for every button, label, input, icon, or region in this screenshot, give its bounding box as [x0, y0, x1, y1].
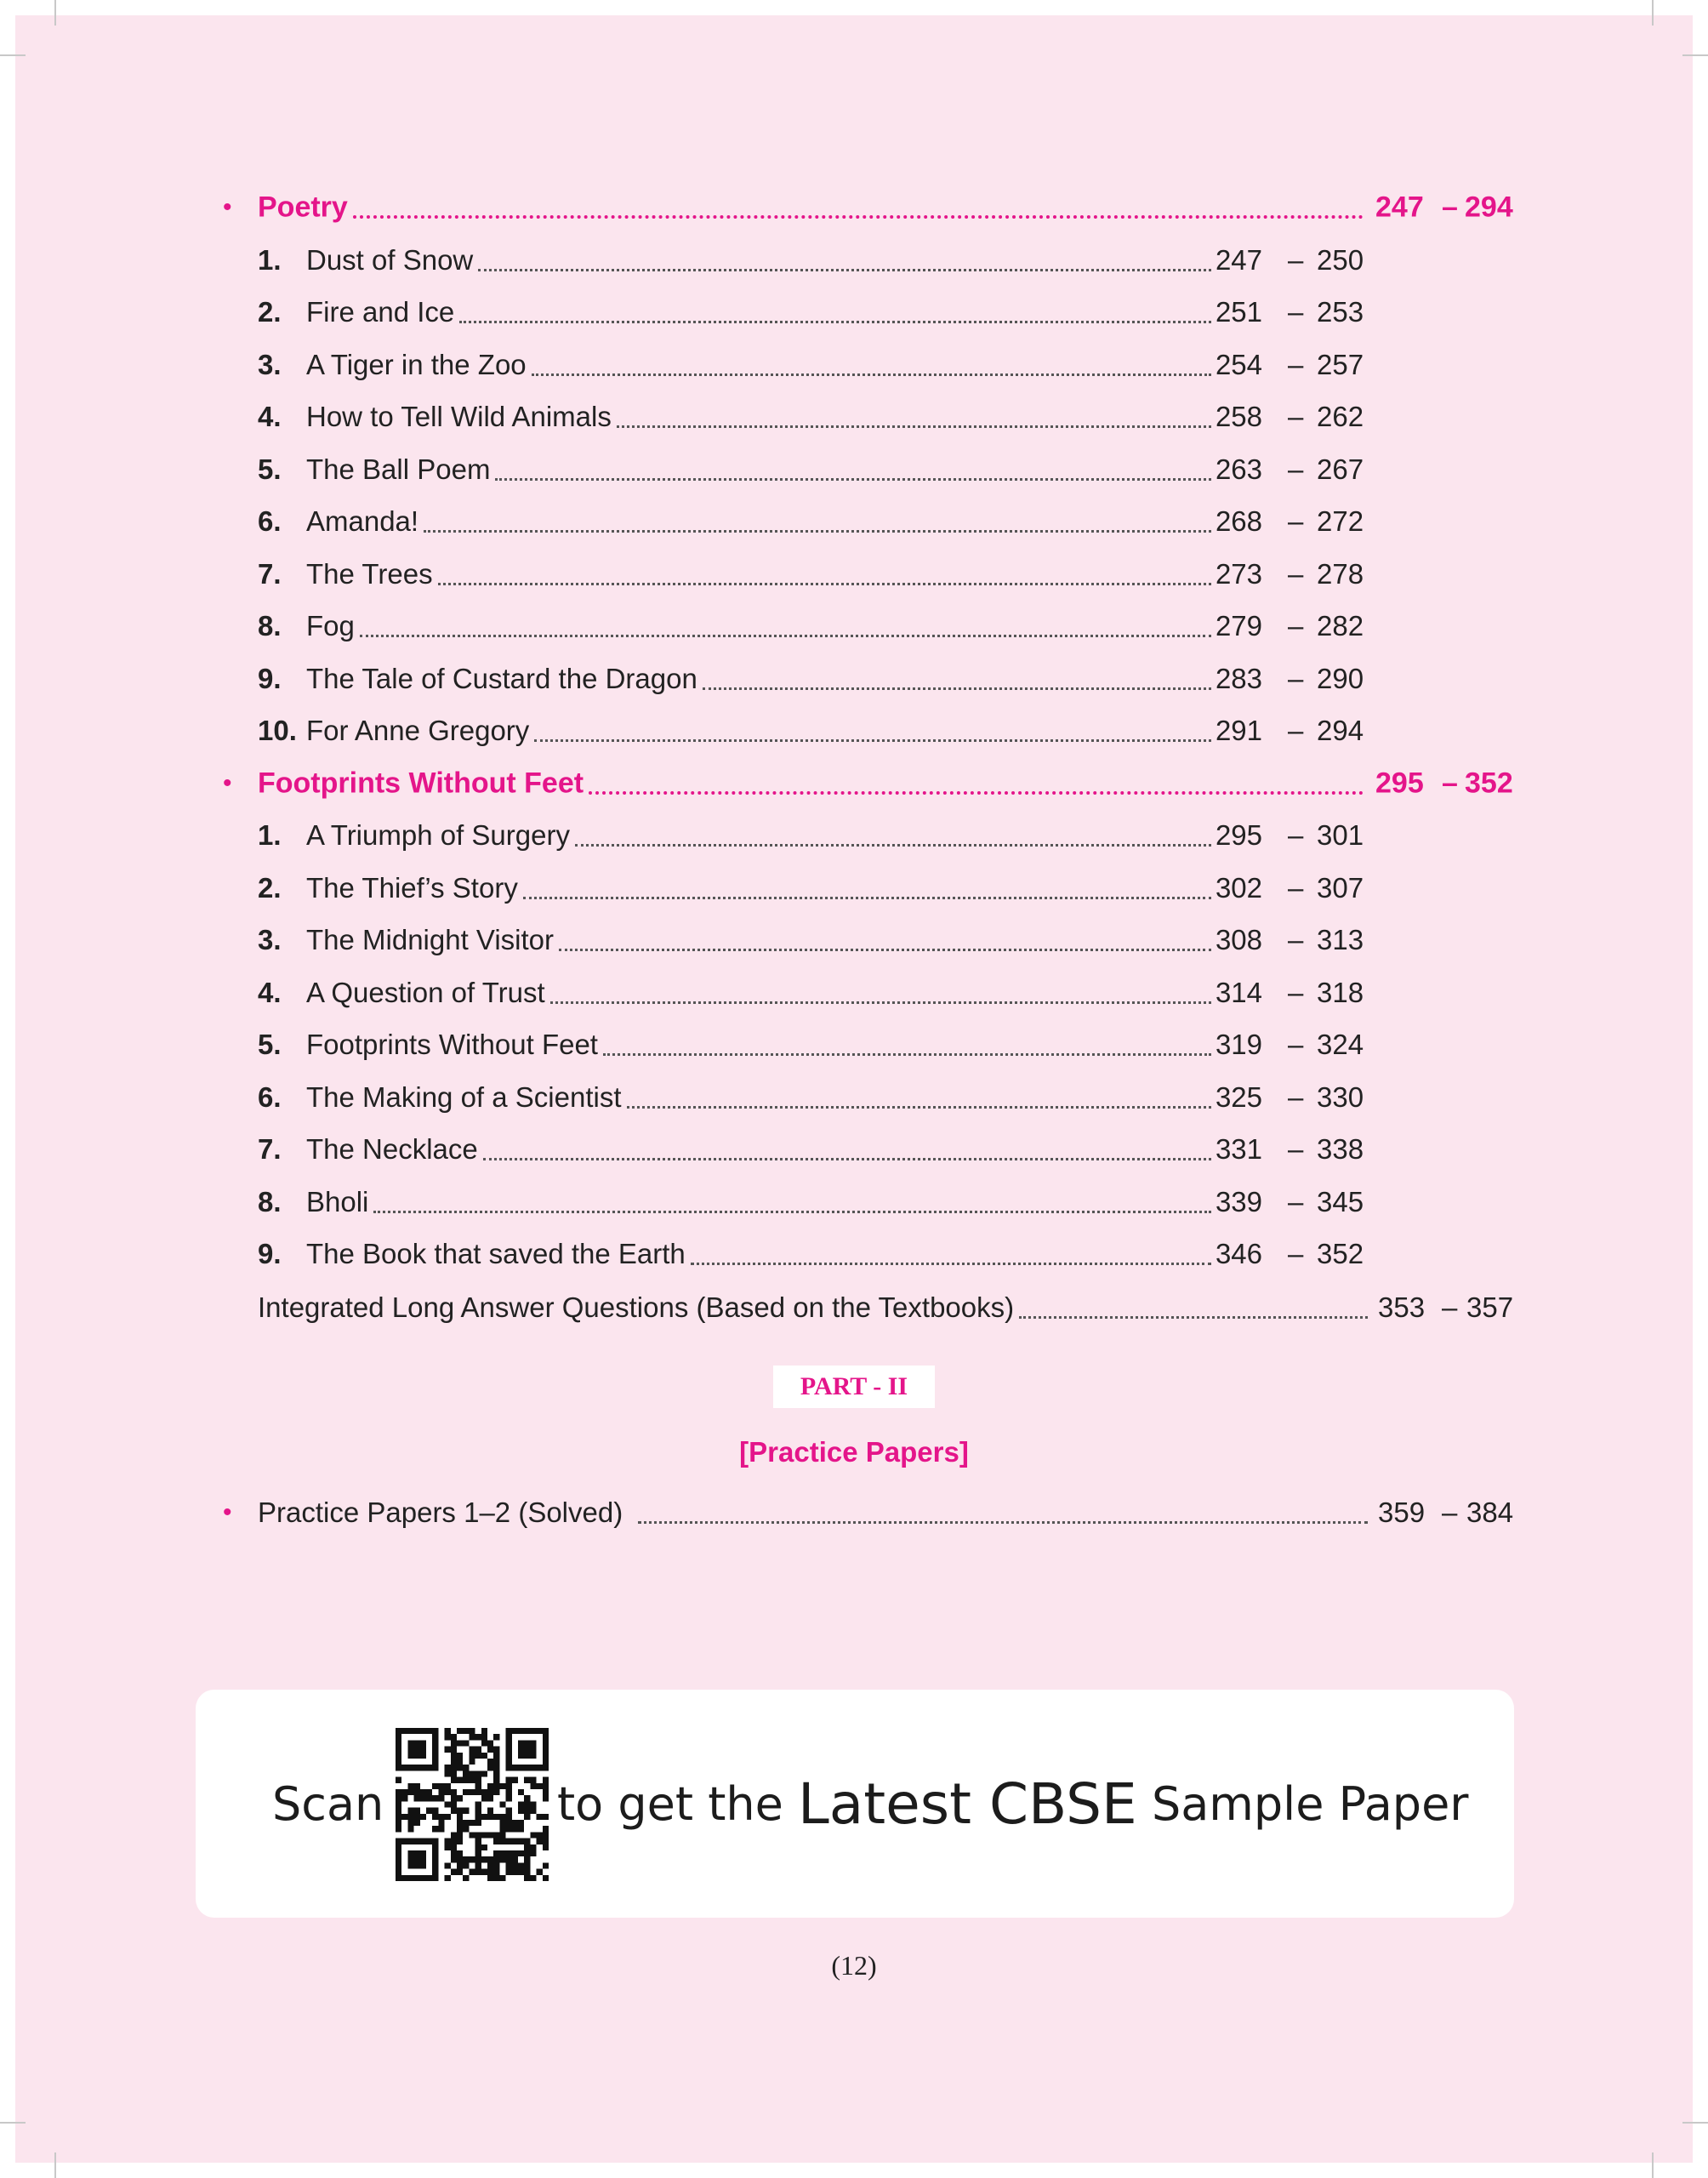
crop-mark — [1652, 2152, 1654, 2178]
entry-number: 9. — [258, 662, 282, 694]
toc-entry[interactable] — [0, 967, 1708, 1018]
dot-leader — [589, 791, 1364, 795]
entry-page-dash: – — [1288, 505, 1304, 537]
entry-number: 6. — [258, 1080, 282, 1113]
entry-page-end: 357 — [1466, 1291, 1514, 1323]
section-page-start: 247 — [1375, 191, 1424, 224]
entry-title: A Question of Trust — [306, 976, 545, 1008]
entry-page-start: 308 — [1215, 924, 1262, 955]
entry-page-end: 257 — [1317, 348, 1364, 380]
entry-title: The Book that saved the Earth — [306, 1238, 686, 1269]
toc-entry[interactable] — [0, 653, 1708, 704]
crop-mark — [54, 2152, 56, 2178]
section-page-dash: – — [1442, 191, 1458, 224]
toc-entry[interactable] — [0, 1177, 1708, 1228]
entry-page-end: 307 — [1317, 871, 1364, 904]
entry-title: A Triumph of Surgery — [306, 819, 570, 851]
section-page-end: 352 — [1465, 767, 1513, 799]
entry-page-start: 263 — [1215, 453, 1262, 485]
section-page-start: 295 — [1375, 767, 1424, 799]
toc-entry[interactable] — [0, 810, 1708, 861]
dot-leader — [603, 1053, 1211, 1056]
entry-page-start: 314 — [1215, 976, 1262, 1008]
entry-title: Practice Papers 1–2 (Solved) — [258, 1497, 623, 1528]
entry-number: 8. — [258, 1185, 282, 1217]
banner-highlight: Latest CBSE — [798, 1770, 1137, 1837]
entry-page-dash: – — [1288, 453, 1304, 485]
entry-title: The Trees — [306, 557, 433, 590]
dot-leader — [353, 215, 1364, 219]
entry-page-dash: – — [1288, 715, 1304, 746]
toc-entry[interactable] — [0, 496, 1708, 547]
crop-mark — [1682, 2122, 1708, 2124]
entry-page-end: 278 — [1317, 557, 1364, 590]
entry-page-end: 290 — [1317, 662, 1364, 694]
toc-entry[interactable] — [0, 1072, 1708, 1123]
entry-page-end: 294 — [1317, 715, 1364, 746]
entry-page-start: 353 — [1378, 1291, 1426, 1323]
toc-entry[interactable] — [0, 1124, 1708, 1175]
entry-page-dash: – — [1288, 557, 1304, 590]
toc-entry[interactable] — [0, 339, 1708, 391]
crop-mark — [1682, 54, 1708, 56]
section-title: Poetry — [258, 191, 348, 224]
entry-page-end: 345 — [1317, 1185, 1364, 1217]
dot-leader — [703, 687, 1211, 690]
entry-title: A Tiger in the Zoo — [306, 348, 527, 380]
dot-leader — [360, 635, 1211, 637]
entry-title: The Tale of Custard the Dragon — [306, 662, 697, 694]
entry-number: 7. — [258, 1133, 282, 1165]
entry-page-start: 283 — [1215, 662, 1262, 694]
toc-entry[interactable] — [0, 863, 1708, 914]
entry-page-end: 262 — [1317, 401, 1364, 432]
entry-page-end: 318 — [1317, 976, 1364, 1008]
qr-code-icon[interactable] — [396, 1728, 549, 1881]
dot-leader — [424, 530, 1211, 533]
section-page-dash: – — [1442, 767, 1458, 799]
part-label: PART - II — [773, 1366, 935, 1408]
toc-entry[interactable] — [0, 601, 1708, 652]
entry-number: 5. — [258, 453, 282, 485]
entry-page-start: 247 — [1215, 243, 1262, 276]
practice-papers-heading: [Practice Papers] — [739, 1436, 969, 1468]
entry-page-end: 282 — [1317, 610, 1364, 641]
entry-page-end: 330 — [1317, 1080, 1364, 1113]
entry-page-end: 267 — [1317, 453, 1364, 485]
entry-number: 9. — [258, 1238, 282, 1269]
entry-page-dash: – — [1288, 1185, 1304, 1217]
entry-title: Integrated Long Answer Questions (Based on the Textbooks) — [258, 1291, 1015, 1323]
section-page-end: 294 — [1465, 191, 1513, 224]
entry-page-dash: – — [1288, 401, 1304, 432]
entry-page-start: 251 — [1215, 296, 1262, 328]
dot-leader — [532, 373, 1211, 376]
toc-entry[interactable] — [0, 549, 1708, 600]
dot-leader — [575, 844, 1211, 847]
entry-page-dash: – — [1288, 662, 1304, 694]
toc-entry[interactable] — [0, 1229, 1708, 1280]
dot-leader — [373, 1211, 1211, 1213]
entry-page-start: 319 — [1215, 1029, 1262, 1060]
entry-number: 4. — [258, 976, 282, 1008]
entry-page-end: 352 — [1317, 1238, 1364, 1269]
crop-mark — [0, 2122, 26, 2124]
entry-page-start: 346 — [1215, 1238, 1262, 1269]
dot-leader — [627, 1106, 1211, 1109]
integrated-questions-entry[interactable] — [0, 1282, 1708, 1333]
entry-number: 8. — [258, 610, 282, 641]
entry-page-end: 253 — [1317, 296, 1364, 328]
toc-entry[interactable] — [0, 235, 1708, 286]
entry-page-start: 279 — [1215, 610, 1262, 641]
bullet-icon: • — [223, 193, 232, 221]
banner-pre: to get the — [557, 1776, 783, 1831]
sample-paper-banner[interactable] — [196, 1690, 1514, 1918]
dot-leader — [495, 478, 1211, 481]
banner-scan-text: Scan — [272, 1776, 384, 1831]
entry-number: 3. — [258, 924, 282, 955]
entry-title: Fog — [306, 610, 355, 641]
entry-page-start: 325 — [1215, 1080, 1262, 1113]
dot-leader — [438, 583, 1211, 585]
toc-entry[interactable] — [0, 391, 1708, 442]
entry-page-dash: – — [1288, 1080, 1304, 1113]
entry-number: 1. — [258, 819, 282, 851]
entry-page-dash: – — [1288, 243, 1304, 276]
banner-post: Sample Paper — [1151, 1776, 1469, 1831]
entry-page-end: 324 — [1317, 1029, 1364, 1060]
dot-leader — [478, 269, 1211, 271]
dot-leader — [559, 949, 1211, 951]
toc-entry[interactable] — [0, 915, 1708, 966]
entry-page-dash: – — [1288, 871, 1304, 904]
entry-number: 5. — [258, 1029, 282, 1060]
dot-leader — [691, 1263, 1211, 1265]
entry-number: 4. — [258, 401, 282, 432]
dot-leader — [638, 1521, 1368, 1524]
bullet-icon: • — [223, 1498, 232, 1526]
entry-page-start: 339 — [1215, 1185, 1262, 1217]
section-heading[interactable] — [0, 182, 1708, 233]
entry-title: Amanda! — [306, 505, 419, 537]
entry-page-dash: – — [1288, 296, 1304, 328]
entry-number: 3. — [258, 348, 282, 380]
entry-title: For Anne Gregory — [306, 715, 530, 746]
crop-mark — [1652, 0, 1654, 26]
entry-title: How to Tell Wild Animals — [306, 401, 612, 432]
dot-leader — [550, 1001, 1211, 1004]
entry-page-dash: – — [1288, 976, 1304, 1008]
entry-number: 6. — [258, 505, 282, 537]
entry-page-end: 384 — [1466, 1497, 1514, 1528]
entry-page-end: 272 — [1317, 505, 1364, 537]
entry-title: The Ball Poem — [306, 453, 491, 485]
entry-page-start: 359 — [1378, 1497, 1426, 1528]
entry-page-start: 295 — [1215, 819, 1262, 851]
entry-page-dash: – — [1288, 1029, 1304, 1060]
entry-page-dash: – — [1288, 924, 1304, 955]
entry-page-start: 302 — [1215, 871, 1262, 904]
toc-entry[interactable] — [0, 444, 1708, 495]
entry-page-dash: – — [1288, 1238, 1304, 1269]
entry-number: 7. — [258, 557, 282, 590]
entry-number: 1. — [258, 243, 282, 276]
entry-title: The Necklace — [306, 1133, 478, 1165]
entry-page-dash: – — [1442, 1291, 1458, 1323]
entry-page-end: 313 — [1317, 924, 1364, 955]
entry-number: 10. — [258, 715, 297, 746]
entry-number: 2. — [258, 296, 282, 328]
entry-page-dash: – — [1288, 348, 1304, 380]
dot-leader — [459, 321, 1211, 323]
practice-papers-entry[interactable] — [0, 1487, 1708, 1538]
entry-page-dash: – — [1442, 1497, 1458, 1528]
entry-number: 2. — [258, 871, 282, 904]
entry-page-dash: – — [1288, 610, 1304, 641]
entry-page-start: 258 — [1215, 401, 1262, 432]
entry-page-dash: – — [1288, 1133, 1304, 1165]
entry-title: Fire and Ice — [306, 296, 455, 328]
entry-page-start: 291 — [1215, 715, 1262, 746]
entry-title: Bholi — [306, 1185, 369, 1217]
entry-page-end: 338 — [1317, 1133, 1364, 1165]
crop-mark — [0, 54, 26, 56]
entry-page-end: 250 — [1317, 243, 1364, 276]
toc-entry[interactable] — [0, 287, 1708, 338]
page-number: (12) — [831, 1950, 877, 1981]
entry-title: The Midnight Visitor — [306, 924, 555, 955]
entry-title: Dust of Snow — [306, 243, 474, 276]
crop-mark — [54, 0, 56, 26]
dot-leader — [523, 897, 1211, 899]
dot-leader — [483, 1158, 1211, 1160]
entry-page-start: 268 — [1215, 505, 1262, 537]
section-heading[interactable] — [0, 758, 1708, 809]
entry-page-dash: – — [1288, 819, 1304, 851]
entry-title: The Thief’s Story — [306, 871, 518, 904]
dot-leader — [1019, 1316, 1368, 1319]
bullet-icon: • — [223, 768, 232, 797]
entry-title: The Making of a Scientist — [306, 1080, 622, 1113]
section-title: Footprints Without Feet — [258, 767, 584, 799]
entry-page-start: 254 — [1215, 348, 1262, 380]
entry-page-end: 301 — [1317, 819, 1364, 851]
dot-leader — [617, 425, 1211, 428]
entry-title: Footprints Without Feet — [306, 1029, 598, 1060]
toc-entry[interactable] — [0, 1019, 1708, 1070]
entry-page-start: 273 — [1215, 557, 1262, 590]
entry-page-start: 331 — [1215, 1133, 1262, 1165]
toc-entry[interactable] — [0, 705, 1708, 756]
dot-leader — [534, 739, 1211, 742]
banner-message — [557, 1690, 1469, 1918]
